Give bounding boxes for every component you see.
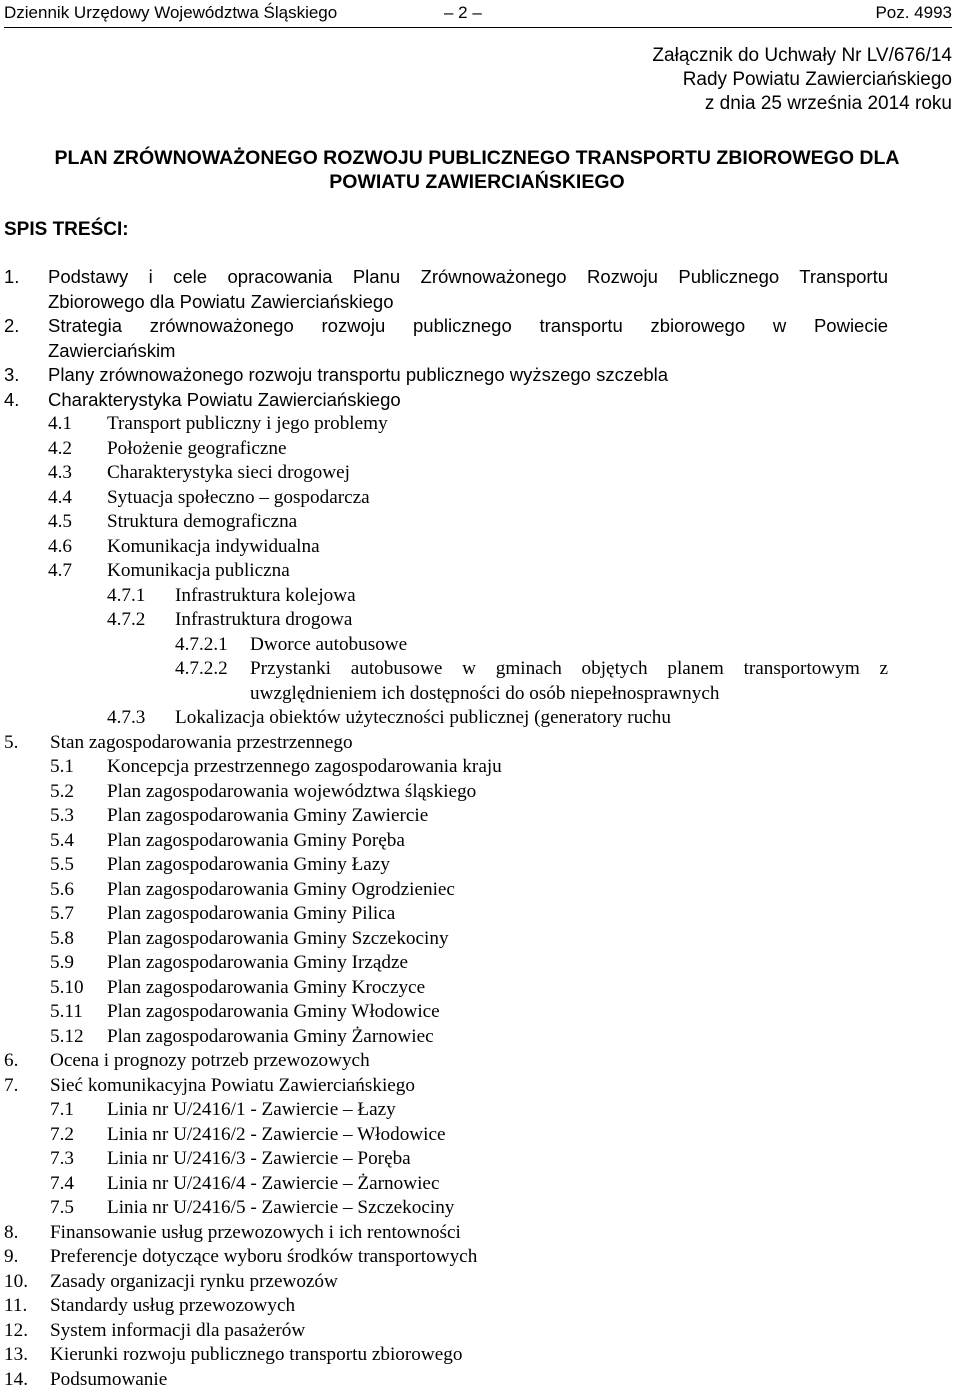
toc-item-text: Struktura demograficzna (107, 510, 297, 535)
toc-item-number: 7.1 (50, 1098, 74, 1123)
toc-item-number: 4.2 (48, 437, 72, 462)
toc-item-number: 4.7 (48, 559, 72, 584)
annex-note (652, 44, 952, 116)
toc-item-number: 7. (4, 1074, 18, 1099)
toc-heading: SPIS TREŚCI: (4, 218, 129, 242)
toc-item-text: uwzględnieniem ich dostępności do osób niepełnosprawnych (250, 682, 719, 707)
toc-item-text: Linia nr U/2416/2 - Zawiercie – Włodowice (107, 1123, 446, 1148)
position-number: Poz. 4993 (875, 0, 952, 26)
toc-item-text: Ocena i prognozy potrzeb przewozowych (50, 1049, 370, 1074)
toc-item-text: Zawierciańskim (48, 339, 175, 364)
toc-item-number: 4.7.2 (107, 608, 145, 633)
toc-item-number: 5.5 (50, 853, 74, 878)
annex-line-2: Rady Powiatu Zawierciańskiego (652, 68, 952, 92)
toc-item-text: Plan zagospodarowania Gminy Poręba (107, 829, 405, 854)
toc-item-number: 11. (4, 1294, 27, 1319)
toc-item-text: Plan zagospodarowania Gminy Irządze (107, 951, 408, 976)
toc-item-number: 7.3 (50, 1147, 74, 1172)
toc-item-text: Transport publiczny i jego problemy (107, 412, 388, 437)
page-number: – 2 – (444, 0, 482, 26)
toc-item-number: 5.3 (50, 804, 74, 829)
toc-item-text: Linia nr U/2416/4 - Zawiercie – Żarnowiec (107, 1172, 439, 1197)
toc-item-text: Stan zagospodarowania przestrzennego (50, 731, 353, 756)
title-line-2: POWIATU ZAWIERCIAŃSKIEGO (4, 170, 950, 194)
toc-item-number: 3. (4, 363, 19, 388)
title-line-1: PLAN ZRÓWNOWAŻONEGO ROZWOJU PUBLICZNEGO TRANSPORTU ZBIOROWEGO DLA (4, 146, 950, 170)
toc-item-text: Finansowanie usług przewozowych i ich rentowności (50, 1221, 461, 1246)
toc-item-number: 5.11 (50, 1000, 83, 1025)
toc-item-number: 12. (4, 1319, 28, 1344)
toc-item-number: 7.4 (50, 1172, 74, 1197)
toc-item-text: Zbiorowego dla Powiatu Zawierciańskiego (48, 290, 394, 315)
page-header (4, 0, 952, 26)
toc-item-number: 7.2 (50, 1123, 74, 1148)
toc-item-number: 13. (4, 1343, 28, 1368)
annex-line-1: Załącznik do Uchwały Nr LV/676/14 (652, 44, 952, 68)
toc-item-number: 14. (4, 1368, 28, 1392)
toc-item-number: 8. (4, 1221, 18, 1246)
toc-item-text: Kierunki rozwoju publicznego transportu zbiorowego (50, 1343, 462, 1368)
toc-item-number: 6. (4, 1049, 18, 1074)
toc-item-text: Dworce autobusowe (250, 633, 407, 658)
toc-item-number: 5. (4, 731, 18, 756)
toc-item-text: Preferencje dotyczące wyboru środków transportowych (50, 1245, 477, 1270)
toc-item-text: Linia nr U/2416/1 - Zawiercie – Łazy (107, 1098, 396, 1123)
toc-item-text: Podsumowanie (50, 1368, 167, 1392)
toc-item-text: Standardy usług przewozowych (50, 1294, 295, 1319)
toc-item-number: 5.9 (50, 951, 74, 976)
journal-title: Dziennik Urzędowy Województwa Śląskiego (4, 0, 337, 26)
toc-item-text: Sieć komunikacyjna Powiatu Zawierciańskiego (50, 1074, 415, 1099)
toc-item-text: Plan zagospodarowania województwa śląskiego (107, 780, 476, 805)
toc-item-text: Podstawy i cele opracowania Planu Zrównoważonego Rozwoju Publicznego Transportu (48, 265, 888, 290)
toc-item-number: 5.4 (50, 829, 74, 854)
toc-item-text: Infrastruktura drogowa (175, 608, 352, 633)
toc-item-number: 4.6 (48, 535, 72, 560)
header-divider (4, 27, 952, 28)
toc-item-number: 9. (4, 1245, 18, 1270)
toc-item-text: Koncepcja przestrzennego zagospodarowania kraju (107, 755, 502, 780)
toc-item-number: 4.7.2.1 (175, 633, 228, 658)
toc-item-text: Przystanki autobusowe w gminach objętych planem transportowym z (250, 657, 888, 682)
annex-line-3: z dnia 25 września 2014 roku (652, 92, 952, 116)
toc-item-number: 4.4 (48, 486, 72, 511)
toc-item-text: Plan zagospodarowania Gminy Łazy (107, 853, 390, 878)
toc-item-text: Sytuacja społeczno – gospodarcza (107, 486, 370, 511)
toc-item-text: Plan zagospodarowania Gminy Pilica (107, 902, 395, 927)
toc-item-number: 5.6 (50, 878, 74, 903)
toc-item-number: 4.5 (48, 510, 72, 535)
toc-item-number: 4.3 (48, 461, 72, 486)
toc-item-text: Plan zagospodarowania Gminy Kroczyce (107, 976, 425, 1001)
toc-item-number: 5.1 (50, 755, 74, 780)
toc-item-text: Linia nr U/2416/3 - Zawiercie – Poręba (107, 1147, 411, 1172)
toc-item-text: Plan zagospodarowania Gminy Zawiercie (107, 804, 428, 829)
toc-item-text: Charakterystyka sieci drogowej (107, 461, 350, 486)
toc-item-text: Infrastruktura kolejowa (175, 584, 356, 609)
toc-item-text: Plan zagospodarowania Gminy Włodowice (107, 1000, 440, 1025)
toc-item-number: 5.12 (50, 1025, 84, 1050)
toc-item-text: System informacji dla pasażerów (50, 1319, 305, 1344)
toc-item-text: Lokalizacja obiektów użyteczności publicznej (generatory ruchu (175, 706, 671, 731)
toc-item-text: Plany zrównoważonego rozwoju transportu publicznego wyższego szczebla (48, 363, 668, 388)
toc-item-text: Plan zagospodarowania Gminy Ogrodzieniec (107, 878, 455, 903)
toc-item-number: 7.5 (50, 1196, 74, 1221)
toc-item-text: Linia nr U/2416/5 - Zawiercie – Szczekociny (107, 1196, 454, 1221)
toc-item-text: Położenie geograficzne (107, 437, 287, 462)
toc-item-number: 1. (4, 265, 19, 290)
toc-item-number: 4.7.1 (107, 584, 145, 609)
toc-item-text: Plan zagospodarowania Gminy Szczekociny (107, 927, 449, 952)
toc-item-number: 5.10 (50, 976, 84, 1001)
toc-item-number: 5.2 (50, 780, 74, 805)
toc-item-number: 5.7 (50, 902, 74, 927)
toc-item-text: Zasady organizacji rynku przewozów (50, 1270, 338, 1295)
toc-item-text: Plan zagospodarowania Gminy Żarnowiec (107, 1025, 434, 1050)
toc-item-number: 5.8 (50, 927, 74, 952)
toc-item-text: Charakterystyka Powiatu Zawierciańskiego (48, 388, 401, 413)
toc-item-text: Komunikacja indywidualna (107, 535, 320, 560)
toc-item-number: 10. (4, 1270, 28, 1295)
toc-item-number: 4.7.3 (107, 706, 145, 731)
toc-item-text: Strategia zrównoważonego rozwoju publicznego transportu zbiorowego w Powiecie (48, 314, 888, 339)
toc-item-number: 2. (4, 314, 19, 339)
toc-item-number: 4.7.2.2 (175, 657, 228, 682)
toc-item-text: Komunikacja publiczna (107, 559, 290, 584)
toc-item-number: 4. (4, 388, 19, 413)
document-title (4, 146, 950, 194)
toc-item-number: 4.1 (48, 412, 72, 437)
